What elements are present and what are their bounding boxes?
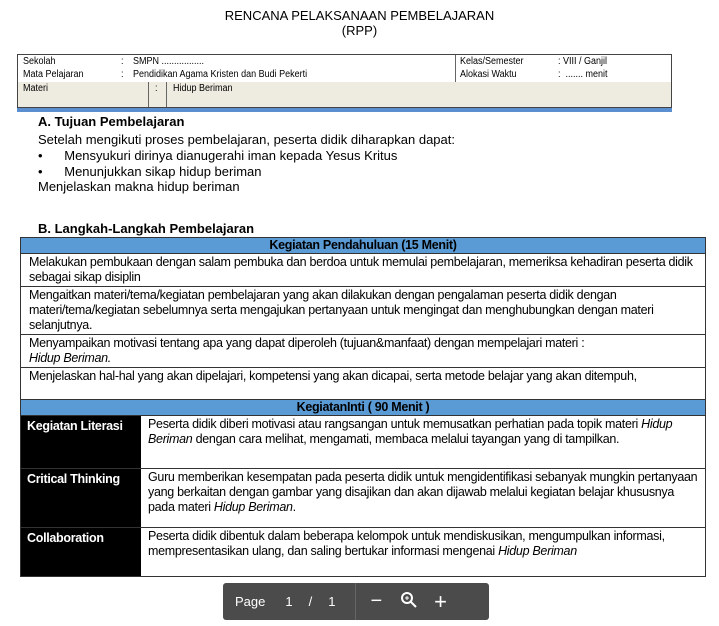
bullet-text: Mensyukuri dirinya dianugerahi iman kepada Yesus Kritus	[64, 148, 398, 163]
divider	[17, 108, 672, 112]
identity-table	[17, 54, 672, 108]
zoom-out-button[interactable]: −	[370, 590, 383, 612]
doc-title: RENCANA PELAKSANAAN PEMBELAJARAN	[224, 8, 495, 23]
text: dengan cara melihat, mengamati, membaca melalui tayangan yang di tampilkan.	[192, 432, 620, 446]
label: Kelas/Semester	[460, 56, 524, 67]
row-label: Kegiatan Literasi	[21, 416, 141, 468]
label: Mata Pelajaran	[23, 69, 84, 80]
table-row: Melakukan pembukaan dengan salam pembuka dan berdoa untuk memulai pembelajaran, memeriksa kehadiran peserta didik sebagai sikap disiplin	[21, 254, 705, 287]
pdf-page-toolbar	[223, 583, 489, 620]
row-text	[141, 469, 705, 527]
section-b-heading: B. Langkah-Langkah Pembelajaran	[38, 221, 255, 236]
zoom-fit-button[interactable]	[400, 591, 418, 612]
value: : ....... menit	[558, 69, 608, 80]
bullet-text: Menunjukkan sikap hidup beriman	[64, 164, 262, 179]
magnifier-icon	[400, 591, 418, 609]
row-text	[141, 416, 705, 468]
page-total: 1	[328, 594, 336, 609]
pendahuluan-header: Kegiatan Pendahuluan (15 Menit)	[21, 238, 705, 254]
colon: :	[121, 69, 124, 80]
separator	[355, 583, 356, 620]
intro: Setelah mengikuti proses pembelajaran, peserta didik diharapkan dapat:	[38, 132, 455, 147]
row-label: Collaboration	[21, 528, 141, 576]
section-a-heading: A. Tujuan Pembelajaran	[38, 114, 185, 129]
zoom-in-button[interactable]: +	[434, 588, 448, 614]
text: Peserta didik dibentuk dalam beberapa kelompok untuk mendiskusikan, mengumpulkan informasi, mempresentasikan ulang, dan saling bertukar informasi mengenai	[148, 529, 665, 558]
doc-subtitle: (RPP)	[341, 23, 378, 38]
label: Sekolah	[23, 56, 56, 67]
colon: :	[121, 56, 124, 67]
page-current[interactable]: 1	[285, 594, 293, 609]
text: .	[292, 500, 296, 514]
value: Pendidikan Agama Kristen dan Budi Pekerti	[133, 69, 308, 80]
page-label: Page	[235, 594, 266, 609]
table-row: Mengaitkan materi/tema/kegiatan pembelajaran yang akan dilakukan dengan pengalaman peserta didik dengan materi/tema/kegiatan sebelumnya serta mengajukan pertanyaan untuk mengingat dan menghubungkan dengan materi selanjutnya.	[21, 287, 705, 335]
text: Peserta didik diberi motivasi atau rangsangan untuk memusatkan perhatian pada topik materi	[148, 417, 642, 431]
row-text	[141, 528, 705, 576]
table-row: Menjelaskan hal-hal yang akan dipelajari, kompetensi yang akan dicapai, serta metode belajar yang akan ditempuh,	[21, 368, 705, 400]
table-row	[21, 335, 705, 368]
text-italic: Hidup Beriman	[498, 544, 577, 558]
value: : VIII / Ganjil	[558, 56, 608, 67]
steps-table	[20, 237, 706, 577]
bullet: • Menunjukkan sikap hidup beriman	[38, 164, 262, 179]
table-row	[21, 469, 705, 528]
table-row	[21, 528, 705, 576]
row-label: Critical Thinking	[21, 469, 141, 527]
row-text: Menyampaikan motivasi tentang apa yang dapat diperoleh (tujuan&manfaat) dengan mempelajari materi :	[29, 336, 585, 350]
row-text-italic: Hidup Beriman.	[29, 351, 111, 365]
text-italic: Hidup Beriman	[213, 500, 293, 514]
page-separator: /	[308, 594, 313, 609]
value: SMPN .................	[133, 56, 205, 67]
value: ....... menit	[565, 69, 608, 80]
value: Hidup Beriman	[173, 83, 233, 94]
label: Materi	[23, 83, 49, 94]
inti-header: KegiatanInti ( 90 Menit )	[21, 400, 705, 416]
objective: Menjelaskan makna hidup beriman	[38, 179, 240, 194]
bullet: • Mensyukuri dirinya dianugerahi iman kepada Yesus Kritus	[38, 148, 398, 163]
text: Guru memberikan kesempatan pada peserta didik untuk mengidentifikasi sebanyak mungkin pertanyaan yang berkaitan dengan gambar yang disajikan dan akan dijawab melalui kegiatan belajar khususnya pada materi	[148, 470, 698, 514]
value: VIII / Ganjil	[563, 56, 608, 67]
table-row	[21, 416, 705, 469]
colon: :	[155, 83, 158, 94]
text-italic: Hidup Beriman	[148, 417, 673, 446]
label: Alokasi Waktu	[460, 69, 517, 80]
